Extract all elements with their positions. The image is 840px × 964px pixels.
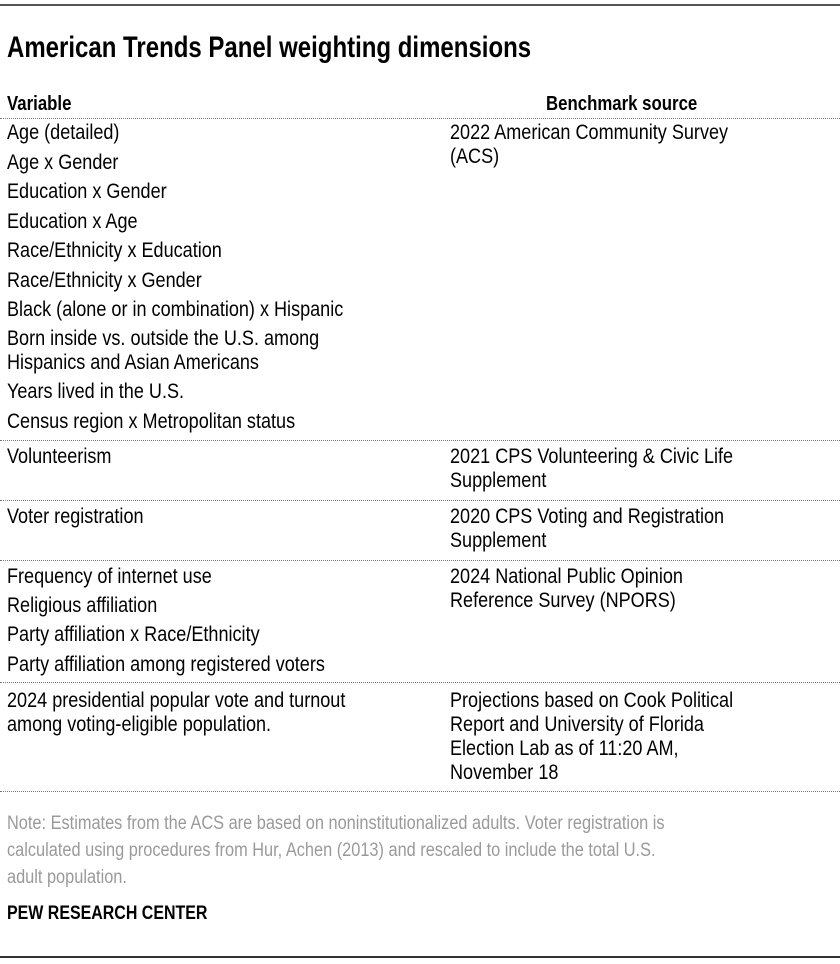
variable-cell: Party affiliation among registered voters	[7, 653, 325, 676]
source-cell	[450, 689, 779, 713]
source-cell	[450, 505, 769, 529]
source-line: Reference Survey (NPORS)	[450, 589, 676, 612]
variable-cell: Race/Ethnicity x Gender	[7, 269, 202, 292]
table-row	[7, 505, 166, 529]
source-line: 2022 American Community Survey	[450, 121, 729, 144]
note-line: adult population.	[7, 867, 127, 888]
table-row	[7, 410, 342, 434]
table-row	[7, 594, 182, 618]
source-line: Supplement	[450, 529, 547, 552]
variable-cell: Education x Age	[7, 210, 138, 233]
table-row	[7, 689, 400, 713]
source-line: 2020 CPS Voting and Registration	[450, 505, 725, 528]
variable-cell: Years lived in the U.S.	[7, 380, 185, 403]
row-divider	[0, 440, 840, 441]
source-cell	[450, 529, 562, 553]
table-row	[7, 713, 314, 737]
table-row	[7, 210, 159, 234]
source-cell	[450, 589, 713, 613]
header-divider	[0, 118, 840, 119]
table-row	[7, 121, 138, 145]
source-cell	[450, 713, 745, 737]
table-row	[7, 151, 137, 175]
variable-cell: Party affiliation x Race/Ethnicity	[7, 623, 260, 646]
variable-cell: Religious affiliation	[7, 594, 158, 617]
source-cell	[450, 469, 562, 493]
table-row	[7, 653, 377, 677]
brand-text: PEW RESEARCH CENTER	[7, 903, 208, 924]
note	[7, 810, 840, 891]
row-divider	[0, 500, 840, 501]
bottom-rule	[0, 956, 840, 958]
variable-cell: Age (detailed)	[7, 121, 120, 144]
source-cell	[450, 445, 779, 469]
variable-cell: Voter registration	[7, 505, 144, 528]
source-label	[7, 902, 246, 926]
top-rule	[0, 4, 840, 6]
variable-cell: Census region x Metropolitan status	[7, 410, 296, 433]
column-header-source	[546, 92, 726, 116]
variable-cell: among voting-eligible population.	[7, 713, 272, 736]
table-row	[7, 180, 193, 204]
source-line: November 18	[450, 761, 559, 784]
note-line: calculated using procedures from Hur, Achen (2013) and rescaled to include the total U.S.	[7, 840, 656, 861]
source-cell	[450, 121, 773, 145]
variable-cell: Born inside vs. outside the U.S. among	[7, 327, 320, 350]
row-divider	[0, 682, 840, 683]
variable-cell: Black (alone or in combination) x Hispanic	[7, 298, 344, 321]
variable-cell: 2024 presidential popular vote and turnout	[7, 689, 346, 712]
header-text: Benchmark source	[546, 93, 698, 115]
source-line: 2021 CPS Volunteering & Civic Life	[450, 445, 734, 468]
source-line: (ACS)	[450, 145, 500, 168]
variable-cell: Education x Gender	[7, 180, 167, 203]
note-line: Note: Estimates from the ACS are based on noninstitutionalized adults. Voter registration is	[7, 813, 665, 834]
title-text: American Trends Panel weighting dimensions	[7, 31, 532, 64]
source-line: Projections based on Cook Political	[450, 689, 734, 712]
source-cell	[450, 145, 507, 169]
table-row	[7, 623, 301, 647]
source-line: 2024 National Public Opinion	[450, 565, 683, 588]
table-row	[7, 327, 370, 351]
table-row	[7, 445, 128, 469]
table-row	[7, 269, 233, 293]
header-text: Variable	[7, 93, 72, 115]
table-bottom-divider	[0, 791, 840, 792]
source-line: Supplement	[450, 469, 547, 492]
variable-cell: Hispanics and Asian Americans	[7, 351, 259, 374]
table-row	[7, 351, 300, 375]
column-header-variable	[7, 92, 84, 116]
source-cell	[450, 737, 716, 761]
variable-cell: Volunteerism	[7, 445, 112, 468]
source-line: Report and University of Florida	[450, 713, 704, 736]
variable-cell: Race/Ethnicity x Education	[7, 239, 222, 262]
variable-cell: Frequency of internet use	[7, 565, 212, 588]
table-row	[7, 565, 245, 589]
source-cell	[450, 761, 576, 785]
source-cell	[450, 565, 721, 589]
table-row	[7, 239, 257, 263]
page-title	[7, 30, 662, 66]
source-line: Election Lab as of 11:20 AM,	[450, 737, 679, 760]
table-row	[7, 380, 213, 404]
row-divider	[0, 560, 840, 561]
table-row	[7, 298, 398, 322]
variable-cell: Age x Gender	[7, 151, 119, 174]
